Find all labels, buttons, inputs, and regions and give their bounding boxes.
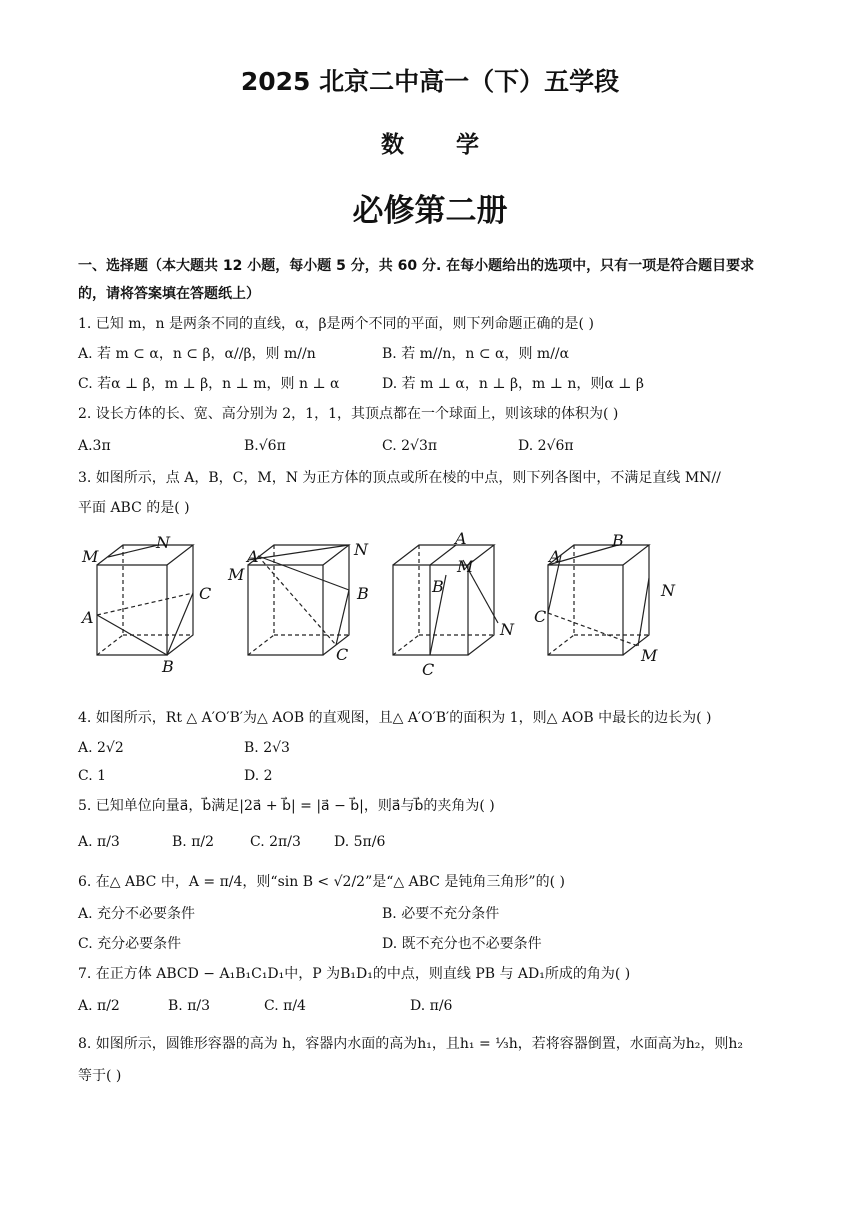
question-2-stem: 2. 设长方体的长、宽、高分别为 2，1，1，其顶点都在一个球面上，则该球的体积为( ) bbox=[78, 406, 619, 422]
q4-option-a: A. 2√2 bbox=[78, 740, 124, 756]
q6-option-a: A. 充分不必要条件 bbox=[78, 906, 196, 922]
q2-option-c: C. 2√3π bbox=[382, 438, 438, 454]
fig3-label-b: B bbox=[432, 577, 444, 596]
q7-option-d: D. π/6 bbox=[410, 998, 453, 1014]
q5-option-d: D. 5π/6 bbox=[334, 834, 386, 850]
q2-option-b: B.√6π bbox=[244, 438, 286, 454]
fig2-label-c: C bbox=[336, 645, 349, 664]
q1-option-a: A. 若 m ⊂ α，n ⊂ β，α//β，则 m//n bbox=[78, 346, 316, 362]
book-title: 必修第二册 bbox=[352, 193, 508, 229]
fig3-label-m: M bbox=[457, 557, 474, 576]
cube-figure-3 bbox=[393, 545, 498, 655]
fig4-label-n: N bbox=[661, 581, 675, 600]
cube-figure-2 bbox=[248, 545, 349, 655]
fig1-label-b: B bbox=[162, 657, 174, 676]
fig4-label-a: A bbox=[549, 547, 561, 566]
fig1-label-n: N bbox=[156, 533, 170, 552]
question-7-stem: 7. 在正方体 ABCD − A₁B₁C₁D₁中，P 为B₁D₁的中点，则直线 PB 与 AD₁所成的角为( ) bbox=[78, 966, 631, 982]
fig1-label-m: M bbox=[82, 547, 99, 566]
fig2-label-b: B bbox=[357, 584, 369, 603]
q7-option-a: A. π/2 bbox=[78, 998, 120, 1014]
exam-title: 2025 北京二中高一（下）五学段 bbox=[240, 67, 620, 96]
cube-figure-4 bbox=[548, 545, 649, 655]
q1-option-c: C. 若α ⊥ β，m ⊥ β，n ⊥ m，则 n ⊥ α bbox=[78, 376, 340, 392]
q4-option-d: D. 2 bbox=[244, 768, 273, 784]
cube-figure-1 bbox=[97, 545, 193, 655]
cube-figures bbox=[78, 528, 698, 678]
question-1-stem: 1. 已知 m，n 是两条不同的直线，α，β是两个不同的平面，则下列命题正确的是( ) bbox=[78, 316, 594, 332]
q1-option-d: D. 若 m ⊥ α，n ⊥ β，m ⊥ n，则α ⊥ β bbox=[382, 376, 645, 392]
question-8-stem-cont: 等于( ) bbox=[78, 1068, 122, 1084]
q2-option-a: A.3π bbox=[78, 438, 111, 454]
fig2-label-m: M bbox=[228, 565, 245, 584]
fig3-label-n: N bbox=[500, 620, 514, 639]
q1-option-b: B. 若 m//n，n ⊂ α，则 m//α bbox=[382, 346, 570, 362]
q2-option-d: D. 2√6π bbox=[518, 438, 574, 454]
fig2-label-n: N bbox=[354, 540, 368, 559]
q7-option-c: C. π/4 bbox=[264, 998, 306, 1014]
question-8-stem: 8. 如图所示，圆锥形容器的高为 h，容器内水面的高为h₁，且h₁ = ⅓h，若将容器倒置，水面高为h₂，则h₂ bbox=[78, 1036, 744, 1052]
question-5-stem: 5. 已知单位向量a⃗，b⃗满足|2a⃗ + b⃗| = |a⃗ − b⃗|，则a⃗与b⃗的夹角为( ) bbox=[78, 798, 495, 814]
section-heading-cont: 的，请将答案填在答题纸上） bbox=[78, 286, 260, 302]
fig4-label-b: B bbox=[612, 531, 624, 550]
fig3-label-c: C bbox=[422, 660, 435, 678]
q4-option-b: B. 2√3 bbox=[244, 740, 290, 756]
q4-option-c: C. 1 bbox=[78, 768, 107, 784]
q5-option-c: C. 2π/3 bbox=[250, 834, 301, 850]
subject-title: 数 学 bbox=[380, 132, 501, 158]
q6-option-b: B. 必要不充分条件 bbox=[382, 906, 500, 922]
fig3-label-a: A bbox=[455, 529, 467, 548]
question-3-stem-cont: 平面 ABC 的是( ) bbox=[78, 500, 190, 516]
q6-option-d: D. 既不充分也不必要条件 bbox=[382, 936, 542, 952]
fig4-label-c: C bbox=[534, 607, 547, 626]
q5-option-a: A. π/3 bbox=[78, 834, 120, 850]
section-heading: 一、选择题（本大题共 12 小题，每小题 5 分，共 60 分. 在每小题给出的选项中，只有一项是符合题目要求 bbox=[78, 258, 755, 274]
q6-option-c: C. 充分必要条件 bbox=[78, 936, 182, 952]
fig4-label-m: M bbox=[641, 646, 658, 665]
q7-option-b: B. π/3 bbox=[168, 998, 211, 1014]
question-4-stem: 4. 如图所示，Rt △ A′O′B′为△ AOB 的直观图，且△ A′O′B′的面积为 1，则△ AOB 中最长的边长为( ) bbox=[78, 710, 712, 726]
fig1-label-a: A bbox=[82, 608, 94, 627]
fig1-label-c: C bbox=[199, 584, 212, 603]
question-6-stem: 6. 在△ ABC 中，A = π/4，则“sin B < √2/2”是“△ ABC 是钝角三角形”的( ) bbox=[78, 874, 565, 890]
question-3-stem: 3. 如图所示，点 A，B，C，M，N 为正方体的顶点或所在棱的中点，则下列各图中，不满足直线 MN// bbox=[78, 470, 721, 486]
q5-option-b: B. π/2 bbox=[172, 834, 215, 850]
cube-figures-svg bbox=[78, 528, 698, 678]
fig2-label-a: A bbox=[247, 547, 259, 566]
